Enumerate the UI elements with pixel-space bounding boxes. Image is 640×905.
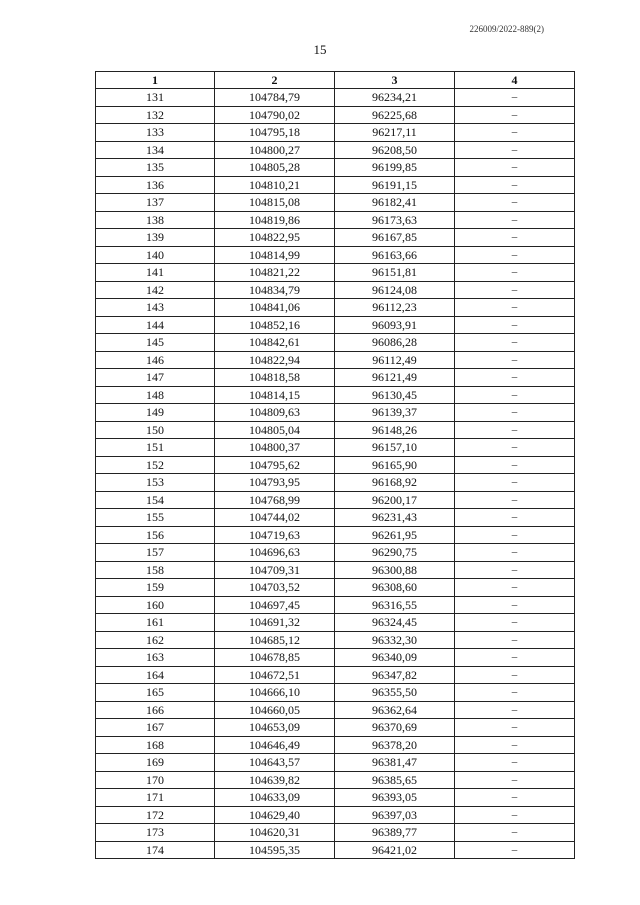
x-coordinate-cell: 104768,99 — [215, 491, 335, 509]
y-coordinate-cell: 96121,49 — [335, 369, 455, 387]
table-row — [96, 509, 575, 527]
note-cell: – — [455, 229, 575, 247]
point-number-cell: 156 — [96, 526, 215, 544]
note-cell: – — [455, 439, 575, 457]
point-number-cell: 142 — [96, 281, 215, 299]
x-coordinate-cell: 104821,22 — [215, 264, 335, 282]
y-coordinate-cell: 96261,95 — [335, 526, 455, 544]
table-row — [96, 544, 575, 562]
point-number-cell: 173 — [96, 824, 215, 842]
y-coordinate-cell: 96093,91 — [335, 316, 455, 334]
y-coordinate-cell: 96231,43 — [335, 509, 455, 527]
y-coordinate-cell: 96200,17 — [335, 491, 455, 509]
point-number-cell: 146 — [96, 351, 215, 369]
point-number-cell: 131 — [96, 89, 215, 107]
table-row — [96, 614, 575, 632]
y-coordinate-cell: 96385,65 — [335, 771, 455, 789]
table-header-row — [96, 72, 575, 89]
table-row — [96, 369, 575, 387]
point-number-cell: 150 — [96, 421, 215, 439]
table-row — [96, 561, 575, 579]
x-coordinate-cell: 104793,95 — [215, 474, 335, 492]
point-number-cell: 168 — [96, 736, 215, 754]
y-coordinate-cell: 96362,64 — [335, 701, 455, 719]
note-cell: – — [455, 614, 575, 632]
point-number-cell: 153 — [96, 474, 215, 492]
y-coordinate-cell: 96316,55 — [335, 596, 455, 614]
table-row — [96, 386, 575, 404]
point-number-cell: 166 — [96, 701, 215, 719]
column-header: 3 — [335, 72, 455, 89]
point-number-cell: 152 — [96, 456, 215, 474]
point-number-cell: 167 — [96, 719, 215, 737]
y-coordinate-cell: 96124,08 — [335, 281, 455, 299]
note-cell: – — [455, 789, 575, 807]
x-coordinate-cell: 104819,86 — [215, 211, 335, 229]
table-row — [96, 229, 575, 247]
point-number-cell: 135 — [96, 159, 215, 177]
point-number-cell: 144 — [96, 316, 215, 334]
y-coordinate-cell: 96151,81 — [335, 264, 455, 282]
table-row — [96, 631, 575, 649]
x-coordinate-cell: 104822,95 — [215, 229, 335, 247]
note-cell: – — [455, 176, 575, 194]
x-coordinate-cell: 104678,85 — [215, 649, 335, 667]
y-coordinate-cell: 96370,69 — [335, 719, 455, 737]
note-cell: – — [455, 299, 575, 317]
y-coordinate-cell: 96157,10 — [335, 439, 455, 457]
y-coordinate-cell: 96347,82 — [335, 666, 455, 684]
point-number-cell: 132 — [96, 106, 215, 124]
y-coordinate-cell: 96308,60 — [335, 579, 455, 597]
point-number-cell: 160 — [96, 596, 215, 614]
table-row — [96, 666, 575, 684]
x-coordinate-cell: 104691,32 — [215, 614, 335, 632]
table-body — [96, 89, 575, 859]
table-row — [96, 684, 575, 702]
table-row — [96, 491, 575, 509]
table-row — [96, 771, 575, 789]
point-number-cell: 157 — [96, 544, 215, 562]
note-cell: – — [455, 841, 575, 859]
y-coordinate-cell: 96332,30 — [335, 631, 455, 649]
point-number-cell: 162 — [96, 631, 215, 649]
y-coordinate-cell: 96167,85 — [335, 229, 455, 247]
note-cell: – — [455, 264, 575, 282]
x-coordinate-cell: 104805,04 — [215, 421, 335, 439]
note-cell: – — [455, 579, 575, 597]
table-row — [96, 176, 575, 194]
table-row — [96, 211, 575, 229]
point-number-cell: 143 — [96, 299, 215, 317]
point-number-cell: 145 — [96, 334, 215, 352]
note-cell: – — [455, 474, 575, 492]
table-row — [96, 404, 575, 422]
note-cell: – — [455, 124, 575, 142]
table-row — [96, 89, 575, 107]
note-cell: – — [455, 666, 575, 684]
table-row — [96, 421, 575, 439]
point-number-cell: 170 — [96, 771, 215, 789]
point-number-cell: 161 — [96, 614, 215, 632]
note-cell: – — [455, 526, 575, 544]
note-cell: – — [455, 754, 575, 772]
x-coordinate-cell: 104800,37 — [215, 439, 335, 457]
note-cell: – — [455, 736, 575, 754]
x-coordinate-cell: 104784,79 — [215, 89, 335, 107]
point-number-cell: 139 — [96, 229, 215, 247]
point-number-cell: 164 — [96, 666, 215, 684]
note-cell: – — [455, 281, 575, 299]
x-coordinate-cell: 104646,49 — [215, 736, 335, 754]
table-row — [96, 806, 575, 824]
point-number-cell: 147 — [96, 369, 215, 387]
table-row — [96, 194, 575, 212]
y-coordinate-cell: 96234,21 — [335, 89, 455, 107]
note-cell: – — [455, 159, 575, 177]
x-coordinate-cell: 104643,57 — [215, 754, 335, 772]
y-coordinate-cell: 96397,03 — [335, 806, 455, 824]
point-number-cell: 171 — [96, 789, 215, 807]
table-row — [96, 789, 575, 807]
y-coordinate-cell: 96355,50 — [335, 684, 455, 702]
note-cell: – — [455, 89, 575, 107]
note-cell: – — [455, 106, 575, 124]
x-coordinate-cell: 104834,79 — [215, 281, 335, 299]
x-coordinate-cell: 104814,99 — [215, 246, 335, 264]
table-row — [96, 264, 575, 282]
note-cell: – — [455, 351, 575, 369]
y-coordinate-cell: 96340,09 — [335, 649, 455, 667]
note-cell: – — [455, 684, 575, 702]
note-cell: – — [455, 771, 575, 789]
note-cell: – — [455, 316, 575, 334]
y-coordinate-cell: 96163,66 — [335, 246, 455, 264]
coordinates-table — [95, 71, 575, 859]
note-cell: – — [455, 491, 575, 509]
table-row — [96, 701, 575, 719]
y-coordinate-cell: 96217,11 — [335, 124, 455, 142]
y-coordinate-cell: 96165,90 — [335, 456, 455, 474]
table-row — [96, 299, 575, 317]
y-coordinate-cell: 96389,77 — [335, 824, 455, 842]
y-coordinate-cell: 96381,47 — [335, 754, 455, 772]
document-id: 226009/2022-889(2) — [469, 24, 544, 34]
table-row — [96, 841, 575, 859]
y-coordinate-cell: 96324,45 — [335, 614, 455, 632]
x-coordinate-cell: 104852,16 — [215, 316, 335, 334]
point-number-cell: 172 — [96, 806, 215, 824]
column-header: 2 — [215, 72, 335, 89]
y-coordinate-cell: 96173,63 — [335, 211, 455, 229]
table-row — [96, 141, 575, 159]
y-coordinate-cell: 96130,45 — [335, 386, 455, 404]
table-row — [96, 106, 575, 124]
table-row — [96, 474, 575, 492]
column-header: 1 — [96, 72, 215, 89]
table-row — [96, 159, 575, 177]
note-cell: – — [455, 509, 575, 527]
note-cell: – — [455, 824, 575, 842]
table-row — [96, 439, 575, 457]
page-number: 15 — [313, 42, 327, 57]
x-coordinate-cell: 104666,10 — [215, 684, 335, 702]
y-coordinate-cell: 96139,37 — [335, 404, 455, 422]
table-row — [96, 456, 575, 474]
x-coordinate-cell: 104842,61 — [215, 334, 335, 352]
table-row — [96, 754, 575, 772]
y-coordinate-cell: 96225,68 — [335, 106, 455, 124]
note-cell: – — [455, 649, 575, 667]
table-row — [96, 596, 575, 614]
note-cell: – — [455, 246, 575, 264]
x-coordinate-cell: 104810,21 — [215, 176, 335, 194]
table-row — [96, 579, 575, 597]
x-coordinate-cell: 104795,18 — [215, 124, 335, 142]
x-coordinate-cell: 104672,51 — [215, 666, 335, 684]
x-coordinate-cell: 104685,12 — [215, 631, 335, 649]
point-number-cell: 169 — [96, 754, 215, 772]
x-coordinate-cell: 104814,15 — [215, 386, 335, 404]
point-number-cell: 174 — [96, 841, 215, 859]
y-coordinate-cell: 96086,28 — [335, 334, 455, 352]
x-coordinate-cell: 104795,62 — [215, 456, 335, 474]
note-cell: – — [455, 701, 575, 719]
point-number-cell: 158 — [96, 561, 215, 579]
x-coordinate-cell: 104709,31 — [215, 561, 335, 579]
note-cell: – — [455, 631, 575, 649]
x-coordinate-cell: 104719,63 — [215, 526, 335, 544]
y-coordinate-cell: 96191,15 — [335, 176, 455, 194]
x-coordinate-cell: 104822,94 — [215, 351, 335, 369]
table-row — [96, 824, 575, 842]
column-header: 4 — [455, 72, 575, 89]
table-row — [96, 281, 575, 299]
x-coordinate-cell: 104790,02 — [215, 106, 335, 124]
x-coordinate-cell: 104809,63 — [215, 404, 335, 422]
table-row — [96, 719, 575, 737]
note-cell: – — [455, 596, 575, 614]
x-coordinate-cell: 104800,27 — [215, 141, 335, 159]
point-number-cell: 134 — [96, 141, 215, 159]
point-number-cell: 149 — [96, 404, 215, 422]
y-coordinate-cell: 96168,92 — [335, 474, 455, 492]
note-cell: – — [455, 719, 575, 737]
y-coordinate-cell: 96421,02 — [335, 841, 455, 859]
x-coordinate-cell: 104805,28 — [215, 159, 335, 177]
x-coordinate-cell: 104818,58 — [215, 369, 335, 387]
note-cell: – — [455, 561, 575, 579]
x-coordinate-cell: 104744,02 — [215, 509, 335, 527]
point-number-cell: 133 — [96, 124, 215, 142]
x-coordinate-cell: 104629,40 — [215, 806, 335, 824]
table-row — [96, 736, 575, 754]
table-row — [96, 124, 575, 142]
note-cell: – — [455, 334, 575, 352]
x-coordinate-cell: 104620,31 — [215, 824, 335, 842]
point-number-cell: 137 — [96, 194, 215, 212]
y-coordinate-cell: 96182,41 — [335, 194, 455, 212]
y-coordinate-cell: 96378,20 — [335, 736, 455, 754]
note-cell: – — [455, 806, 575, 824]
x-coordinate-cell: 104660,05 — [215, 701, 335, 719]
y-coordinate-cell: 96208,50 — [335, 141, 455, 159]
note-cell: – — [455, 421, 575, 439]
x-coordinate-cell: 104703,52 — [215, 579, 335, 597]
note-cell: – — [455, 194, 575, 212]
note-cell: – — [455, 386, 575, 404]
table-row — [96, 649, 575, 667]
table-row — [96, 334, 575, 352]
y-coordinate-cell: 96393,05 — [335, 789, 455, 807]
point-number-cell: 165 — [96, 684, 215, 702]
table-row — [96, 246, 575, 264]
y-coordinate-cell: 96112,23 — [335, 299, 455, 317]
y-coordinate-cell: 96199,85 — [335, 159, 455, 177]
note-cell: – — [455, 211, 575, 229]
point-number-cell: 159 — [96, 579, 215, 597]
x-coordinate-cell: 104639,82 — [215, 771, 335, 789]
x-coordinate-cell: 104815,08 — [215, 194, 335, 212]
point-number-cell: 148 — [96, 386, 215, 404]
point-number-cell: 154 — [96, 491, 215, 509]
note-cell: – — [455, 544, 575, 562]
point-number-cell: 140 — [96, 246, 215, 264]
x-coordinate-cell: 104653,09 — [215, 719, 335, 737]
x-coordinate-cell: 104841,06 — [215, 299, 335, 317]
x-coordinate-cell: 104595,35 — [215, 841, 335, 859]
table-row — [96, 351, 575, 369]
y-coordinate-cell: 96148,26 — [335, 421, 455, 439]
note-cell: – — [455, 404, 575, 422]
point-number-cell: 155 — [96, 509, 215, 527]
point-number-cell: 141 — [96, 264, 215, 282]
y-coordinate-cell: 96112,49 — [335, 351, 455, 369]
point-number-cell: 136 — [96, 176, 215, 194]
y-coordinate-cell: 96290,75 — [335, 544, 455, 562]
x-coordinate-cell: 104696,63 — [215, 544, 335, 562]
point-number-cell: 138 — [96, 211, 215, 229]
table-row — [96, 316, 575, 334]
note-cell: – — [455, 456, 575, 474]
note-cell: – — [455, 141, 575, 159]
x-coordinate-cell: 104697,45 — [215, 596, 335, 614]
x-coordinate-cell: 104633,09 — [215, 789, 335, 807]
point-number-cell: 163 — [96, 649, 215, 667]
point-number-cell: 151 — [96, 439, 215, 457]
note-cell: – — [455, 369, 575, 387]
table-row — [96, 526, 575, 544]
y-coordinate-cell: 96300,88 — [335, 561, 455, 579]
